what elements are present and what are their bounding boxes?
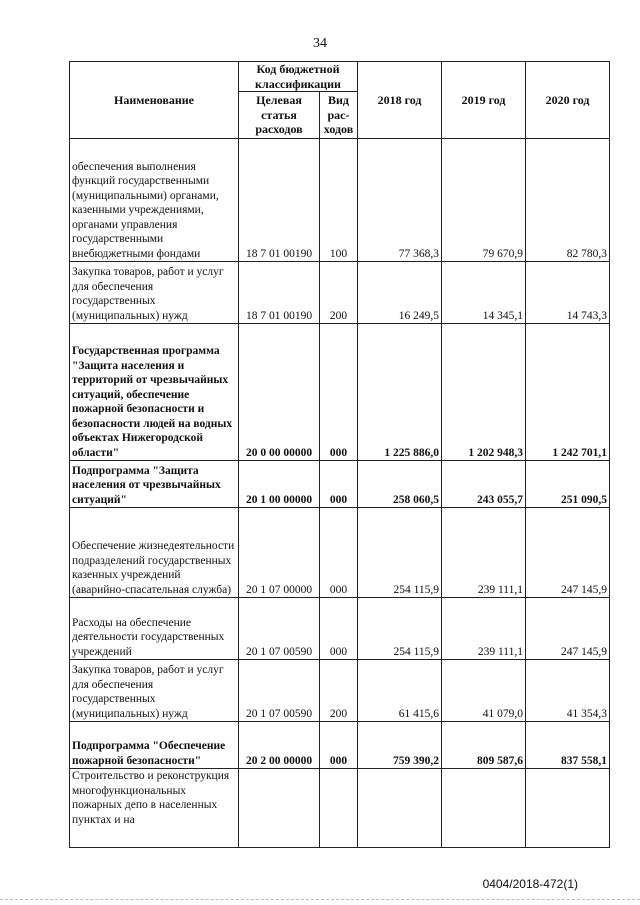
row-2018: 16 249,5 <box>358 262 442 324</box>
row-2018: 254 115,9 <box>358 598 442 660</box>
row-2019: 79 670,9 <box>442 139 526 262</box>
row-kind: 100 <box>320 139 358 262</box>
row-2018: 1 225 886,0 <box>358 324 442 461</box>
row-code <box>239 769 320 848</box>
row-code: 20 1 00 00000 <box>239 461 320 508</box>
row-name: Закупка товаров, работ и услуг для обеспечения государственных (муниципальных) нужд <box>70 660 239 722</box>
row-2020: 247 145,9 <box>526 598 610 660</box>
row-name: Подпрограмма "Защита населения от чрезвычайных ситуаций" <box>70 461 239 508</box>
row-kind: 000 <box>320 598 358 660</box>
row-code: 18 7 01 00190 <box>239 139 320 262</box>
row-2018: 258 060,5 <box>358 461 442 508</box>
row-2019: 239 111,1 <box>442 508 526 598</box>
row-code: 20 1 07 00000 <box>239 508 320 598</box>
row-2020: 837 558,1 <box>526 722 610 769</box>
row-code: 20 0 00 00000 <box>239 324 320 461</box>
row-2018: 61 415,6 <box>358 660 442 722</box>
table-row <box>70 139 610 262</box>
header-expense-kind: Вид рас-ходов <box>320 92 358 139</box>
table-row <box>70 769 610 848</box>
row-2020: 1 242 701,1 <box>526 324 610 461</box>
header-2019: 2019 год <box>442 62 526 139</box>
row-name: Подпрограмма "Обеспечение пожарной безопасности" <box>70 722 239 769</box>
row-2020 <box>526 769 610 848</box>
row-2018: 77 368,3 <box>358 139 442 262</box>
header-target-article: Целевая статья расходов <box>239 92 320 139</box>
row-kind: 200 <box>320 262 358 324</box>
row-kind: 000 <box>320 722 358 769</box>
page-number: 34 <box>313 36 327 51</box>
header-bk-code: Код бюджетной классификации <box>239 62 358 92</box>
row-2019: 14 345,1 <box>442 262 526 324</box>
row-2018 <box>358 769 442 848</box>
row-2019: 243 055,7 <box>442 461 526 508</box>
row-2019: 1 202 948,3 <box>442 324 526 461</box>
budget-table <box>69 61 610 848</box>
row-kind: 000 <box>320 508 358 598</box>
row-name: Государственная программа "Защита населения и территорий от чрезвычайных ситуаций, обеспечение пожарной безопасности и безопасности людей на водных объектах Нижегородской области" <box>70 324 239 461</box>
row-kind <box>320 769 358 848</box>
row-kind: 200 <box>320 660 358 722</box>
row-code: 20 1 07 00590 <box>239 598 320 660</box>
row-code: 20 2 00 00000 <box>239 722 320 769</box>
table-row <box>70 262 610 324</box>
row-kind: 000 <box>320 461 358 508</box>
row-code: 20 1 07 00590 <box>239 660 320 722</box>
row-2018: 254 115,9 <box>358 508 442 598</box>
row-2018: 759 390,2 <box>358 722 442 769</box>
row-name: Строительство и реконструкция многофункциональных пожарных депо в населенных пунктах и на <box>70 769 239 848</box>
header-2018: 2018 год <box>358 62 442 139</box>
table-row <box>70 660 610 722</box>
row-2019: 809 587,6 <box>442 722 526 769</box>
row-code: 18 7 01 00190 <box>239 262 320 324</box>
table-row <box>70 324 610 461</box>
table-row <box>70 598 610 660</box>
row-2020: 251 090,5 <box>526 461 610 508</box>
row-2020: 82 780,3 <box>526 139 610 262</box>
row-2020: 247 145,9 <box>526 508 610 598</box>
row-2019: 239 111,1 <box>442 598 526 660</box>
row-name: Закупка товаров, работ и услуг для обеспечения государственных (муниципальных) нужд <box>70 262 239 324</box>
row-2020: 41 354,3 <box>526 660 610 722</box>
header-name: Наименование <box>70 62 239 139</box>
row-name: Обеспечение жизнедеятельности подразделений государственных казенных учреждений (аварийно-спасательная служба) <box>70 508 239 598</box>
row-2019: 41 079,0 <box>442 660 526 722</box>
header-2020: 2020 год <box>526 62 610 139</box>
scan-edge-line <box>0 899 640 900</box>
row-2020: 14 743,3 <box>526 262 610 324</box>
row-2019 <box>442 769 526 848</box>
document-code: 0404/2018-472(1) <box>482 877 578 891</box>
row-name: Расходы на обеспечение деятельности государственных учреждений <box>70 598 239 660</box>
table-row <box>70 508 610 598</box>
row-kind: 000 <box>320 324 358 461</box>
table-row <box>70 461 610 508</box>
row-name: обеспечения выполнения функций государственными (муниципальными) органами, казенными учреждениями, органами управления государственными внебюджетными фондами <box>70 139 239 262</box>
table-row <box>70 722 610 769</box>
